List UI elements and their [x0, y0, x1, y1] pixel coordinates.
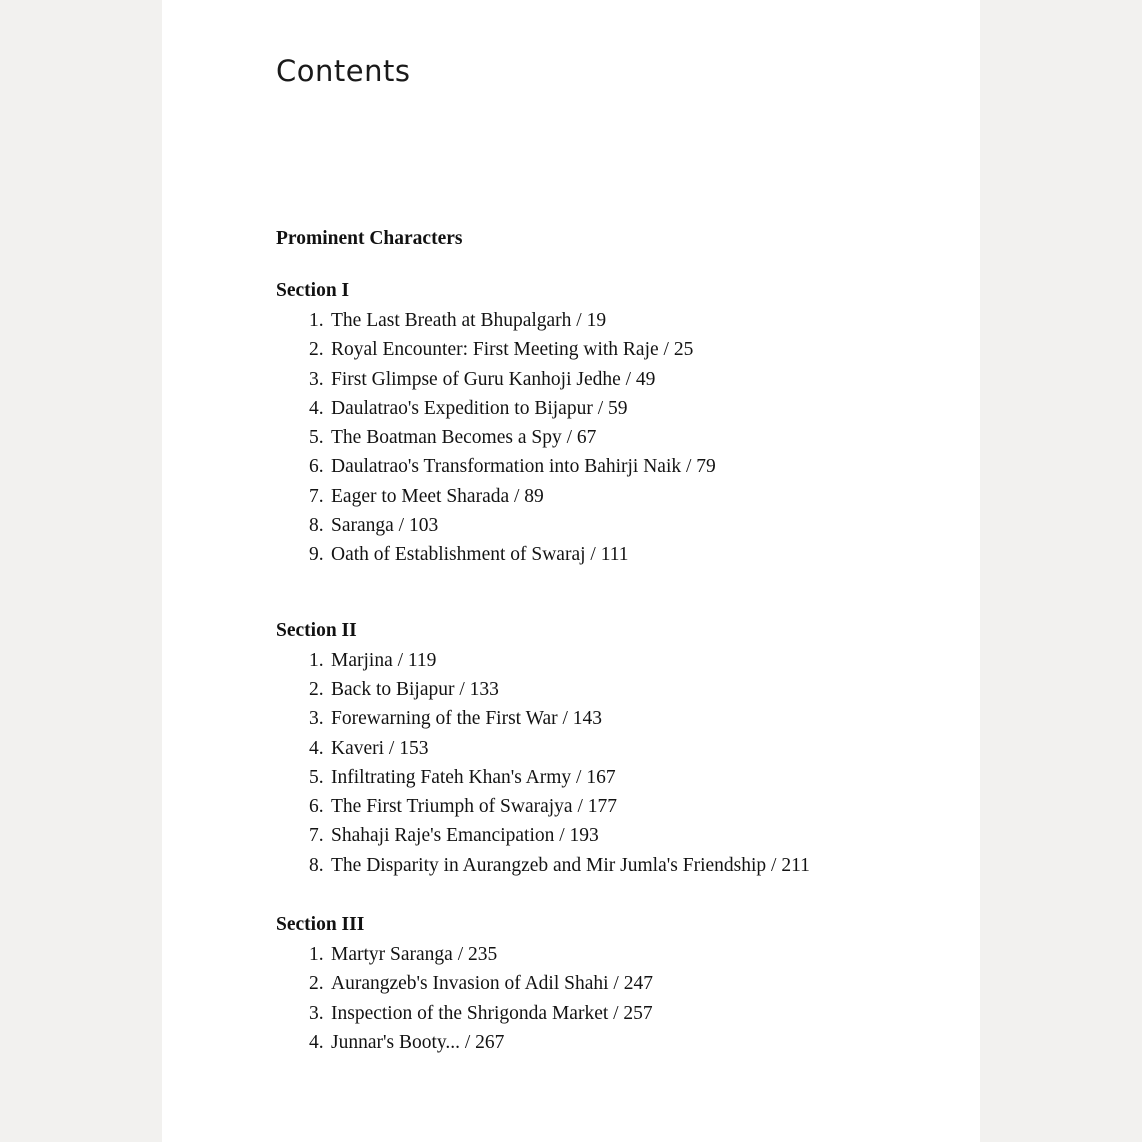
toc-entry-label: Saranga / 103: [331, 515, 439, 537]
toc-entry-number: 5.: [309, 766, 324, 788]
toc-entry[interactable]: [276, 851, 920, 880]
toc-entry[interactable]: [276, 734, 920, 763]
toc-sections: [276, 280, 920, 1057]
toc-entry[interactable]: [276, 940, 920, 969]
toc-entry-label: Forewarning of the First War / 143: [331, 708, 603, 730]
toc-entry-label: Oath of Establishment of Swaraj / 111: [331, 544, 629, 566]
section-title: Section III: [276, 914, 365, 936]
toc-entry[interactable]: [276, 306, 920, 335]
front-matter-entry: Prominent Characters: [276, 228, 463, 249]
toc-entry-label: The First Triumph of Swarajya / 177: [331, 796, 617, 818]
title-spacer: [276, 88, 920, 228]
toc-entry-label: First Glimpse of Guru Kanhoji Jedhe / 49: [331, 368, 656, 390]
section-title: Section I: [276, 280, 350, 301]
chapter-list: [276, 646, 920, 880]
toc-entry-number: 3.: [309, 1002, 324, 1024]
toc-entry-label: Back to Bijapur / 133: [331, 678, 499, 700]
page-content: [162, 0, 980, 1057]
toc-entry-label: The Boatman Becomes a Spy / 67: [331, 427, 597, 449]
toc-entry[interactable]: [276, 763, 920, 792]
toc-entry[interactable]: [276, 482, 920, 511]
toc-entry-label: Martyr Saranga / 235: [331, 944, 498, 966]
section-gap: [276, 886, 920, 914]
toc-entry-number: 6.: [309, 456, 324, 478]
toc-entry[interactable]: [276, 540, 920, 569]
toc-entry-number: 6.: [309, 796, 324, 818]
toc-entry-number: 5.: [309, 427, 324, 449]
section-gap: [276, 576, 920, 620]
toc-entry-label: Aurangzeb's Invasion of Adil Shahi / 247: [331, 973, 653, 995]
toc-entry[interactable]: [276, 335, 920, 364]
toc-entry[interactable]: [276, 452, 920, 481]
chapter-list: [276, 940, 920, 1057]
toc-entry[interactable]: [276, 365, 920, 394]
toc-entry-number: 8.: [309, 854, 324, 876]
toc-entry-label: Shahaji Raje's Emancipation / 193: [331, 825, 599, 847]
toc-entry-label: Eager to Meet Sharada / 89: [331, 485, 544, 507]
chapter-list: [276, 306, 920, 570]
toc-entry[interactable]: [276, 675, 920, 704]
toc-entry[interactable]: [276, 511, 920, 540]
toc-entry-label: The Last Breath at Bhupalgarh / 19: [331, 310, 607, 331]
toc-entry-label: Kaveri / 153: [331, 737, 429, 759]
toc-entry[interactable]: [276, 394, 920, 423]
toc-section: [276, 620, 920, 880]
toc-entry-label: Daulatrao's Expedition to Bijapur / 59: [331, 397, 628, 419]
toc-entry-label: Royal Encounter: First Meeting with Raje / 25: [331, 339, 694, 361]
toc-entry-label: Marjina / 119: [331, 649, 437, 671]
toc-entry-number: 2.: [309, 973, 324, 995]
toc-entry-number: 7.: [309, 825, 324, 847]
toc-section: [276, 914, 920, 1057]
section-title: Section II: [276, 619, 357, 641]
toc-entry-number: 1.: [309, 944, 324, 966]
toc-entry[interactable]: [276, 821, 920, 850]
toc-entry[interactable]: [276, 646, 920, 675]
toc-entry[interactable]: [276, 969, 920, 998]
toc-entry-number: 9.: [309, 544, 324, 566]
toc-entry[interactable]: [276, 1028, 920, 1057]
toc-entry[interactable]: [276, 792, 920, 821]
toc-entry-number: 2.: [309, 678, 324, 700]
toc-entry-number: 4.: [309, 397, 324, 419]
toc-entry-label: Daulatrao's Transformation into Bahirji Naik / 79: [331, 456, 716, 478]
toc-section: [276, 280, 920, 570]
toc-entry-number: 1.: [309, 649, 324, 671]
toc-entry-number: 8.: [309, 515, 324, 537]
toc-entry-label: Inspection of the Shrigonda Market / 257: [331, 1002, 653, 1024]
toc-entry-number: 3.: [309, 368, 324, 390]
toc-entry[interactable]: [276, 423, 920, 452]
toc-entry-number: 2.: [309, 339, 324, 361]
page-title: Contents: [276, 54, 411, 88]
toc-entry-label: Infiltrating Fateh Khan's Army / 167: [331, 766, 616, 788]
toc-entry-number: 3.: [309, 708, 324, 730]
toc-entry[interactable]: [276, 704, 920, 733]
toc-entry-number: 4.: [309, 737, 324, 759]
toc-entry-label: Junnar's Booty... / 267: [331, 1031, 505, 1053]
toc-entry-number: 1.: [309, 310, 324, 331]
document-page: [162, 0, 980, 1142]
toc-entry[interactable]: [276, 999, 920, 1028]
toc-entry-number: 4.: [309, 1031, 324, 1053]
toc-entry-label: The Disparity in Aurangzeb and Mir Jumla's Friendship / 211: [331, 854, 810, 876]
toc-entry-number: 7.: [309, 485, 324, 507]
